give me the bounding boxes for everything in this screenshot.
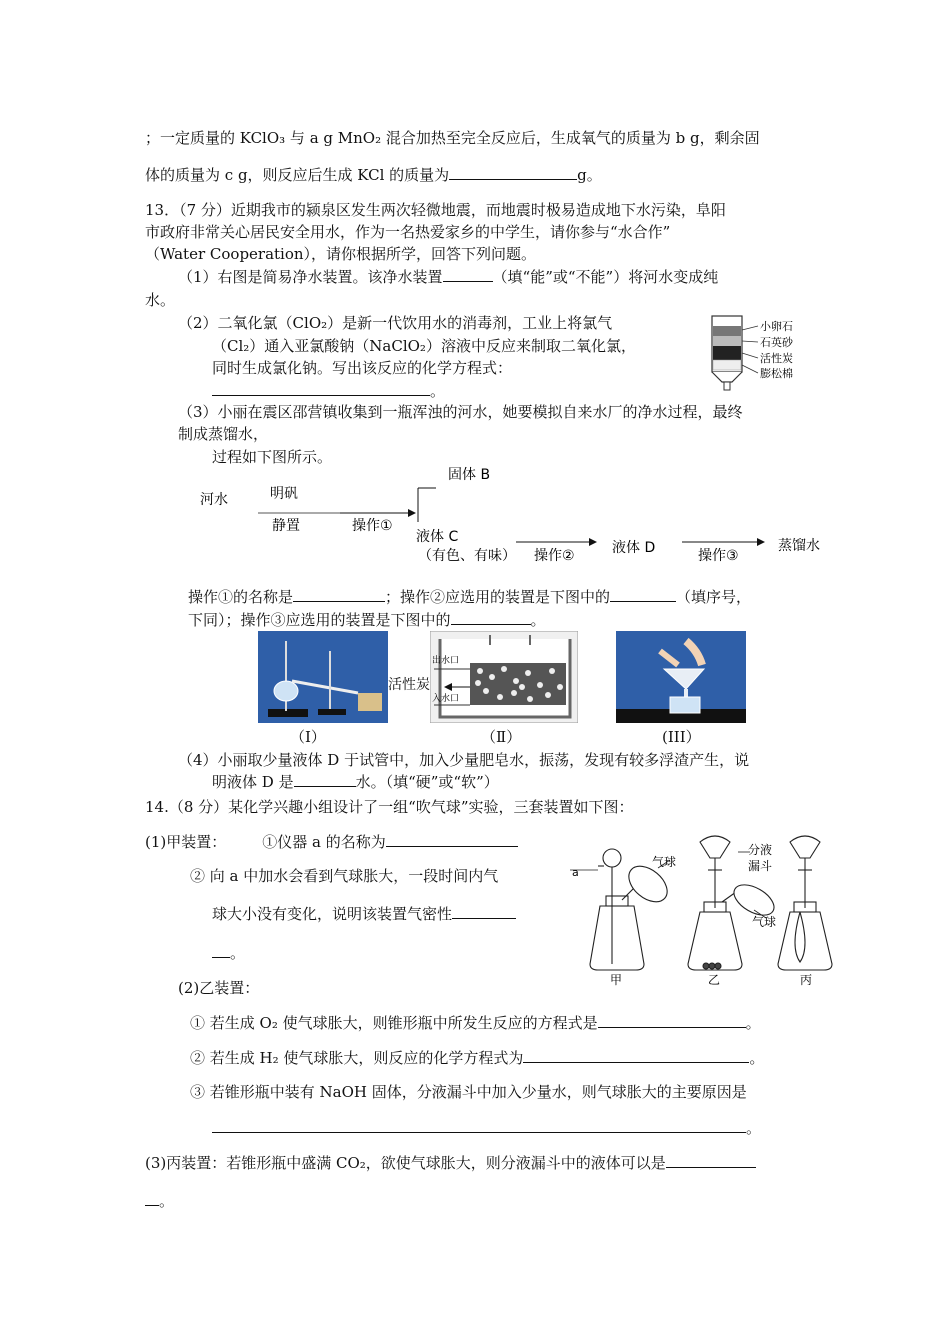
q13-1-line2: 水。: [145, 291, 176, 309]
filter-label-pebble: 小卵石: [760, 320, 793, 333]
q14-1-line2: ② 向 a 中加水会看到气球胀大，一段时间内气: [190, 867, 499, 885]
q14-3-line2: [145, 1191, 174, 1211]
flow-liquid-c: 液体 C: [416, 529, 459, 545]
q13-head-1: 13．（7 分）近期我市的颍泉区发生两次轻微地震，而地震时极易造成地下水污染，阜阳: [145, 201, 726, 219]
flask-yi: [688, 912, 742, 970]
carbon-layer: [713, 346, 741, 360]
q14-1-text: ①仪器 a 的名称为: [262, 833, 386, 851]
pebble-layer: [713, 326, 741, 336]
q14-1-period: 。: [230, 944, 246, 962]
flow-liquid-c-note: （有色、有味）: [418, 548, 516, 564]
label-funnel-2: 漏斗: [748, 859, 773, 873]
q12-unit: g。: [577, 166, 602, 184]
q13-4-text-b: 水。（填“硬”或“软”）: [355, 773, 499, 791]
flow-distilled: 蒸馏水: [778, 538, 820, 554]
apparatus-label-2: （Ⅱ）: [481, 728, 522, 746]
filter-label-sand: 石英砂: [760, 336, 793, 349]
q14-2-1-text: ① 若生成 O₂ 使气球胀大，则锥形瓶中所发生反应的方程式是: [190, 1014, 598, 1032]
q14-2-3-line: ③ 若锥形瓶中装有 NaOH 固体，分液漏斗中加入少量水，则气球胀大的主要原因是: [190, 1083, 747, 1101]
label-balloon-1: 气球: [652, 855, 677, 869]
q13-3-line1: （3）小丽在震区邵营镇收集到一瓶浑浊的河水，她要模拟自来水厂的净水过程，最终: [178, 403, 743, 421]
q13-1-line: [178, 267, 718, 287]
cotton-layer: [713, 360, 741, 370]
q13-3-line3: 过程如下图所示。: [212, 448, 333, 466]
q14-1-label: (1)甲装置：: [145, 833, 227, 851]
q13-4-text-a: 明液体 D 是: [212, 773, 294, 791]
q14-2-2-line: [190, 1048, 764, 1068]
q12-line2: [145, 165, 602, 185]
label-a: a: [572, 866, 579, 879]
q14-head: 14.（8 分）某化学兴趣小组设计了一组“吹气球”实验，三套装置如下图：: [145, 798, 634, 816]
q13-4-line2: [212, 772, 499, 792]
filter-label-carbon: 活性炭: [760, 352, 793, 365]
q14-2-1-period: 。: [745, 1014, 761, 1032]
sand-layer: [713, 336, 741, 346]
q13-2-line3: 同时生成氯化钠。写出该反应的化学方程式：: [212, 359, 513, 377]
airtightness-blank-1[interactable]: [452, 904, 516, 919]
q14-3-period: 。: [159, 1192, 175, 1210]
q13-3-q-text-a: 操作①的名称是: [188, 588, 294, 606]
q14-1-line1: [145, 832, 518, 852]
filtration-photo: [616, 631, 746, 723]
flow-op3: 操作③: [698, 548, 739, 564]
op3-apparatus-blank[interactable]: [451, 610, 531, 625]
q14-2-1-line: [190, 1013, 761, 1033]
q13-4-line1: （4）小丽取少量液体 D 于试管中，加入少量肥皂水，振荡，发现有较多浮渣产生，说: [178, 751, 750, 769]
q13-1-blank[interactable]: [443, 267, 493, 282]
q14-3-line1: [145, 1153, 756, 1173]
label-balloon-2: 气球: [752, 915, 777, 929]
flow-alum: 明矾: [270, 486, 298, 502]
naoh-reason-blank[interactable]: [212, 1118, 746, 1133]
distillation-photo: [258, 631, 388, 723]
q13-2-line2: （Cl₂）通入亚氯酸钠（NaClO₂）溶液中反应来制取二氧化氯，: [212, 337, 636, 355]
op1-name-blank[interactable]: [293, 587, 385, 602]
q13-2-end: 。: [430, 382, 446, 400]
equation-blank-clo2[interactable]: [212, 381, 430, 396]
q13-3-q-line2: [188, 610, 546, 630]
q14-2-2-text: ② 若生成 H₂ 使气球胀大，则反应的化学方程式为: [190, 1049, 524, 1067]
q14-1-line4: [212, 943, 245, 963]
sep-funnel-yi: [700, 836, 730, 858]
label-yi: 乙: [708, 973, 721, 987]
sep-funnel-bing: [790, 836, 820, 858]
co2-liquid-blank-1[interactable]: [666, 1153, 756, 1168]
q14-1-line3: [212, 904, 516, 924]
q14-2-3-period: 。: [746, 1119, 762, 1137]
flow-river: 河水: [200, 492, 228, 508]
co2-liquid-blank-2[interactable]: [145, 1191, 159, 1206]
balloon-apparatus-figure: [570, 822, 840, 988]
flow-op2: 操作②: [534, 548, 575, 564]
filter-label-cotton: 膨松棉: [760, 367, 793, 380]
h2-equation-blank[interactable]: [523, 1048, 749, 1063]
inlet-label: 入水口: [432, 694, 460, 704]
q13-3-q-line1: [188, 587, 751, 607]
airtightness-blank-2[interactable]: [212, 943, 230, 958]
instrument-name-blank[interactable]: [386, 832, 518, 847]
q13-3-q-text-c: （填序号，: [676, 588, 752, 606]
q13-3-q-text-b: ；操作②应选用的装置是下图中的: [385, 588, 611, 606]
filter-outlet: [712, 372, 742, 382]
o2-equation-blank[interactable]: [598, 1013, 746, 1028]
q14-2-3-answer: [212, 1118, 761, 1138]
flow-settle: 静置: [272, 518, 300, 534]
carbon-label: 活性炭: [388, 677, 430, 693]
op2-apparatus-blank[interactable]: [610, 587, 676, 602]
q13-3-line2: 制成蒸馏水，: [178, 425, 269, 443]
q13-3-q-text-e: 。: [530, 611, 546, 629]
q12-line2-text: 体的质量为 c g，则反应后生成 KCl 的质量为: [145, 166, 450, 184]
q12-line1: ；一定质量的 KClO₃ 与 a g MnO₂ 混合加热至完全反应后，生成氧气的质量为 b g，剩余固: [145, 129, 760, 147]
hard-soft-blank[interactable]: [294, 772, 356, 787]
q13-3-q-text-d: 下同）；操作③应选用的装置是下图中的: [188, 611, 451, 629]
filter-spout: [724, 382, 730, 390]
q13-2-line4: [212, 381, 445, 401]
q14-3-text: (3)丙装置：若锥形瓶中盛满 CO₂，欲使气球胀大，则分液漏斗中的液体可以是: [145, 1154, 666, 1172]
flow-op1: 操作①: [352, 518, 393, 534]
label-jia: 甲: [610, 973, 623, 987]
apparatus-label-1: （Ⅰ）: [290, 728, 326, 746]
funnel-jia: [603, 849, 621, 867]
q13-head-2: 市政府非常关心居民安全用水，作为一名热爱家乡的中学生，请你参与“水合作”: [145, 223, 671, 241]
kcl-mass-blank[interactable]: [449, 165, 577, 180]
outlet-label: 出水口: [432, 656, 460, 666]
filter-device-figure: [700, 312, 812, 392]
label-bing: 丙: [800, 973, 813, 987]
apparatus-label-3: (III）: [662, 728, 701, 746]
q13-head-3: （Water Cooperation），请你根据所学，回答下列问题。: [145, 245, 537, 263]
q14-1-text-d: 球大小没有变化，说明该装置气密性: [212, 905, 453, 923]
flask-jia: [590, 906, 644, 970]
q14-2-2-period: 。: [749, 1049, 765, 1067]
flow-liquid-d: 液体 D: [612, 540, 656, 556]
carbon-filter-figure: [430, 631, 578, 723]
label-funnel-1: 分液: [748, 843, 773, 857]
flow-solid-b: 固体 B: [448, 467, 491, 483]
q14-2-head: (2)乙装置：: [178, 979, 260, 997]
q13-2-line1: （2）二氧化氯（ClO₂）是新一代饮用水的消毒剂，工业上将氯气: [178, 314, 613, 332]
q13-1-text-b: （填“能”或“不能”）将河水变成纯: [492, 268, 719, 286]
purification-flowchart: [190, 460, 840, 570]
q13-1-text-a: （1）右图是简易净水装置。该净水装置: [178, 268, 443, 286]
